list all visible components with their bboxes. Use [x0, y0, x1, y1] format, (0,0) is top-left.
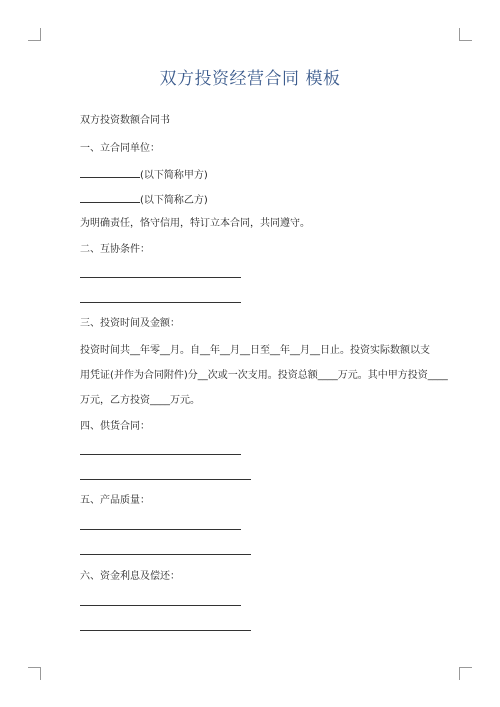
party-a-blank: [80, 167, 140, 178]
section-3-heading: 三、投资时间及金额：: [80, 318, 180, 329]
section-3-paragraph-line-2: 用凭证(并作为合同附件)分__次或一次支用。投资总额____万元。其中甲方投资____: [80, 370, 448, 381]
fill-line: [80, 302, 241, 303]
party-b-suffix: (以下简称乙方): [140, 195, 208, 206]
crop-mark-bottom-left: [28, 667, 41, 680]
section-6-heading: 六、资金利息及偿还：: [80, 571, 180, 582]
crop-mark-bottom-right: [459, 667, 472, 680]
fill-line: [80, 454, 241, 455]
fill-line: [80, 554, 251, 555]
section-2-heading: 二、互协条件：: [80, 244, 150, 255]
section-4-heading: 四、供货合同：: [80, 421, 150, 432]
fill-line: [80, 479, 251, 480]
section-1-heading: 一、立合同单位：: [80, 143, 160, 154]
fill-line: [80, 277, 241, 278]
document-title: 双方投资经营合同 模板: [159, 69, 341, 89]
intro-paragraph: 为明确责任，恪守信用，特订立本合同，共同遵守。: [80, 218, 310, 229]
party-b-line: [80, 192, 208, 208]
fill-line: [80, 630, 251, 631]
fill-line: [80, 529, 241, 530]
section-3-paragraph-line-1: 投资时间共__年零__月。自__年__月__日至__年__月__日止。投资实际数额以支: [80, 345, 430, 356]
fill-line: [80, 605, 241, 606]
section-5-heading: 五、产品质量：: [80, 495, 150, 506]
party-a-suffix: (以下简称甲方): [140, 170, 208, 181]
section-3-paragraph-line-3: 万元，乙方投资____万元。: [80, 395, 200, 406]
party-b-blank: [80, 192, 140, 203]
document-subtitle: 双方投资数额合同书: [80, 115, 170, 126]
crop-mark-top-right: [459, 28, 472, 41]
crop-mark-top-left: [28, 28, 41, 41]
party-a-line: [80, 167, 208, 183]
